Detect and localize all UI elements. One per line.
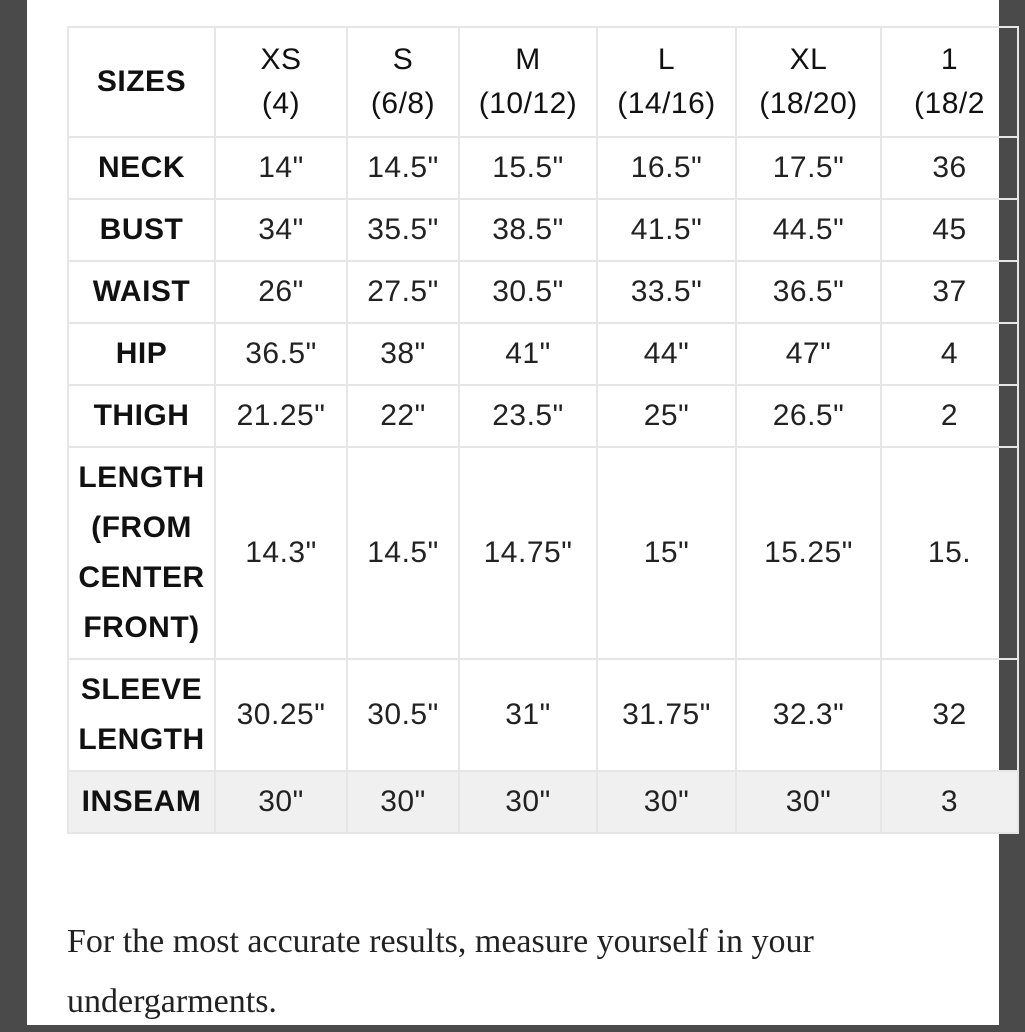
measurement-value: 15.5" <box>459 137 597 199</box>
measurement-value: 3 <box>881 771 1018 833</box>
size-number: (18/2 <box>914 87 985 120</box>
measurement-value: 30" <box>215 771 347 833</box>
measurement-label: SLEEVE LENGTH <box>68 659 215 771</box>
measurement-value: 14.75" <box>459 447 597 659</box>
measurement-value: 44.5" <box>736 199 881 261</box>
measurement-value: 22" <box>347 385 459 447</box>
measurement-value: 27.5" <box>347 261 459 323</box>
sizes-header: SIZES <box>68 27 215 137</box>
measurement-value: 36 <box>881 137 1018 199</box>
measurement-value: 30" <box>347 771 459 833</box>
measurement-value: 15. <box>881 447 1018 659</box>
table-row <box>68 447 1018 659</box>
measurement-value: 44" <box>597 323 736 385</box>
size-number: (18/20) <box>759 87 858 120</box>
content-frame <box>27 0 999 1025</box>
measurement-value: 30.5" <box>347 659 459 771</box>
size-name: L <box>657 43 676 76</box>
measurement-value: 32.3" <box>736 659 881 771</box>
size-col-s <box>347 27 459 137</box>
size-col-l <box>597 27 736 137</box>
measurement-value: 32 <box>881 659 1018 771</box>
measurement-label: HIP <box>68 323 215 385</box>
size-col-xl <box>736 27 881 137</box>
measurement-value: 38" <box>347 323 459 385</box>
measurement-value: 15" <box>597 447 736 659</box>
measurement-value: 15.25" <box>736 447 881 659</box>
measurement-value: 14.3" <box>215 447 347 659</box>
size-col-xs <box>215 27 347 137</box>
header-row <box>68 27 1018 137</box>
measurement-value: 45 <box>881 199 1018 261</box>
table-row <box>68 137 1018 199</box>
measurement-label: LENGTH (FROM CENTER FRONT) <box>68 447 215 659</box>
measurement-value: 38.5" <box>459 199 597 261</box>
measurement-value: 41.5" <box>597 199 736 261</box>
measurement-value: 23.5" <box>459 385 597 447</box>
size-chart-table <box>67 26 1019 834</box>
size-name: S <box>392 43 414 76</box>
measurement-value: 35.5" <box>347 199 459 261</box>
measurement-value: 4 <box>881 323 1018 385</box>
size-chart-scroll[interactable] <box>67 26 985 836</box>
measurement-value: 14.5" <box>347 137 459 199</box>
size-number: (10/12) <box>478 87 578 120</box>
measurement-value: 33.5" <box>597 261 736 323</box>
measurement-value: 30" <box>597 771 736 833</box>
measurement-value: 16.5" <box>597 137 736 199</box>
table-row <box>68 771 1018 833</box>
size-name: 1 <box>940 43 959 76</box>
table-row <box>68 261 1018 323</box>
measurement-value: 30.5" <box>459 261 597 323</box>
measurement-value: 2 <box>881 385 1018 447</box>
size-number: (6/8) <box>370 87 436 120</box>
size-name: XL <box>789 43 828 76</box>
measurement-value: 21.25" <box>215 385 347 447</box>
table-row <box>68 323 1018 385</box>
table-row <box>68 199 1018 261</box>
measurement-value: 41" <box>459 323 597 385</box>
measurement-label: BUST <box>68 199 215 261</box>
measurement-label: THIGH <box>68 385 215 447</box>
measurement-note: For the most accurate results, measure yourself in your undergarments. <box>67 923 814 1020</box>
size-name: M <box>515 43 541 76</box>
measurement-value: 31.75" <box>597 659 736 771</box>
measurement-value: 26" <box>215 261 347 323</box>
measurement-value: 30" <box>736 771 881 833</box>
measurement-value: 30.25" <box>215 659 347 771</box>
size-col-cut-off <box>881 27 1018 137</box>
measurement-label: NECK <box>68 137 215 199</box>
measurement-value: 31" <box>459 659 597 771</box>
measurement-value: 17.5" <box>736 137 881 199</box>
size-col-m <box>459 27 597 137</box>
measurement-value: 14" <box>215 137 347 199</box>
table-row <box>68 385 1018 447</box>
measurement-value: 34" <box>215 199 347 261</box>
measurement-value: 25" <box>597 385 736 447</box>
measurement-value: 47" <box>736 323 881 385</box>
table-row <box>68 659 1018 771</box>
measurement-value: 36.5" <box>736 261 881 323</box>
measurement-label: WAIST <box>68 261 215 323</box>
measurement-value: 30" <box>459 771 597 833</box>
size-name: XS <box>260 43 302 76</box>
measurement-label: INSEAM <box>68 771 215 833</box>
measurement-value: 14.5" <box>347 447 459 659</box>
measurement-value: 37 <box>881 261 1018 323</box>
measurement-value: 26.5" <box>736 385 881 447</box>
size-number: (14/16) <box>617 87 716 120</box>
size-number: (4) <box>261 87 301 120</box>
measurement-value: 36.5" <box>215 323 347 385</box>
